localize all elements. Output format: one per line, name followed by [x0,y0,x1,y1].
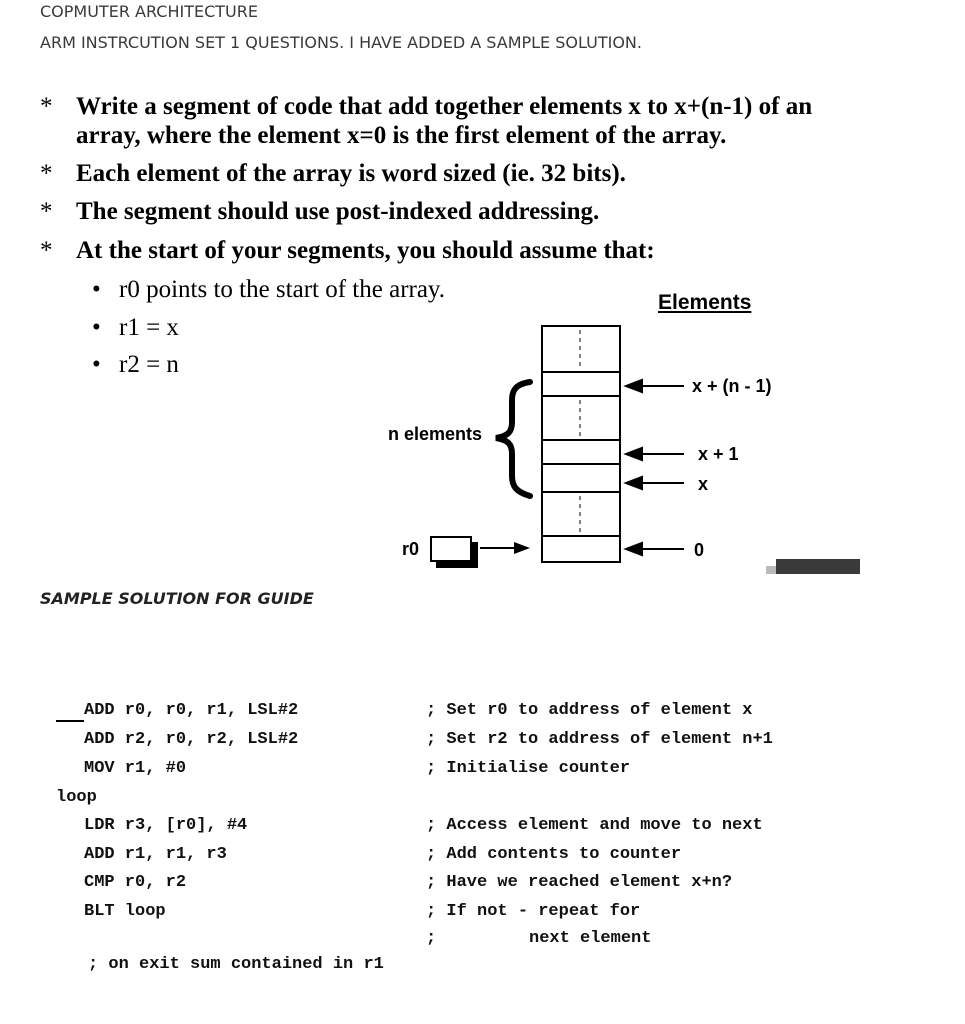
course-title: COPMUTER ARCHITECTURE [40,2,258,21]
bullet-dot: • [92,314,101,341]
assumption-text: r2 = n [119,351,179,378]
code-exit-comment: ; on exit sum contained in r1 [88,955,384,974]
code-comment: ; Set r0 to address of element x [426,701,753,720]
assumption-text: r1 = x [119,314,179,341]
code-comment-continuation: next element [529,929,652,948]
code-instruction: MOV r1, #0 [84,759,187,778]
page-subtitle: ARM INSTRCUTION SET 1 QUESTIONS. I HAVE ADDED A SAMPLE SOLUTION. [40,33,642,52]
n-elements-label: n elements [388,424,483,444]
question-text: Each element of the array is word sized (ie. 32 bits). [76,160,626,187]
code-comment: ; Set r2 to address of element n+1 [426,730,773,749]
label-zero-element: 0 [694,540,705,560]
code-instruction: ADD r0, r0, r1, LSL#2 [84,701,299,720]
bullet-star: * [40,160,53,187]
code-comment: ; Initialise counter [426,759,631,778]
brace-icon [496,382,530,496]
arrow-left-icon [626,448,642,460]
scan-artifact [776,559,860,574]
code-instruction: BLT loop [84,902,166,921]
label-underline [56,720,84,722]
code-instruction: ADD r2, r0, r2, LSL#2 [84,730,299,749]
question-text: The segment should use post-indexed addressing. [76,198,600,225]
bullet-star: * [40,93,53,120]
r0-pointer-arrow-icon [514,542,530,554]
arrow-left-icon [626,477,642,489]
code-instruction: LDR r3, [r0], #4 [84,816,248,835]
code-comment: ; Have we reached element x+n? [426,873,733,892]
bullet-dot: • [92,351,101,378]
scan-artifact [766,566,776,574]
assumption-text: r0 points to the start of the array. [119,276,446,303]
code-comment: ; If not - repeat for [426,902,641,921]
code-instruction: ADD r1, r1, r3 [84,845,227,864]
question-text: At the start of your segments, you should assume that: [76,237,655,264]
bullet-star: * [40,237,53,264]
label-x-element: x [698,474,709,494]
question-text: Write a segment of code that add together elements x to x+(n-1) of an array, where the element x=0 is the first element of the array. [76,93,813,149]
arrow-left-icon [626,380,642,392]
label-top-element: x + (n - 1) [692,376,772,396]
code-comment-marker: ; [426,929,437,948]
left-arrows [626,380,684,555]
code-label: loop [56,788,97,807]
r0-label: r0 [402,539,420,559]
arrow-left-icon [626,543,642,555]
bullet-dot: • [92,276,101,303]
code-instruction: CMP r0, r2 [84,873,187,892]
sample-solution-heading: SAMPLE SOLUTION FOR GUIDE [40,589,314,608]
memory-array [542,326,620,562]
bullet-star: * [40,198,53,225]
label-next-element: x + 1 [698,444,739,464]
r0-register-box [431,537,471,561]
code-comment: ; Access element and move to next [426,816,763,835]
diagram-title: Elements [658,291,752,314]
code-comment: ; Add contents to counter [426,845,682,864]
